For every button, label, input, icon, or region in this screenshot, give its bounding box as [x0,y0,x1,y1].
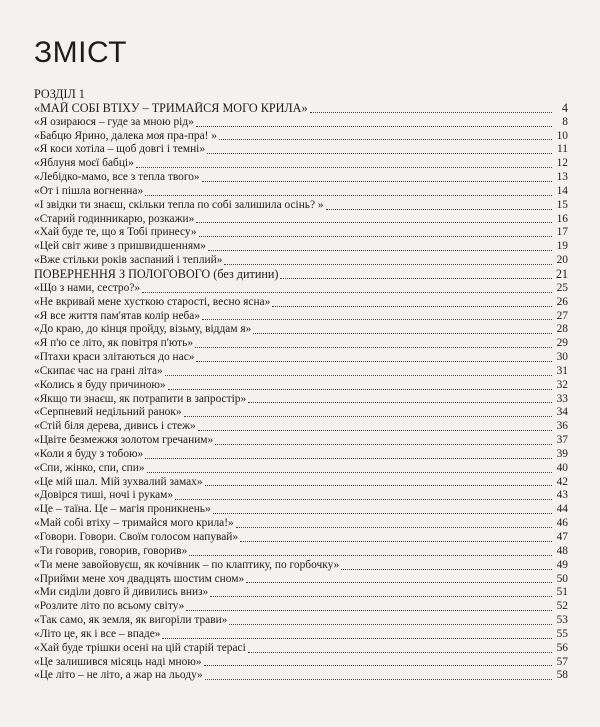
dot-leader [213,513,552,514]
toc-entry [34,226,568,240]
dot-leader [253,333,552,334]
toc-section-heading [34,88,568,102]
toc-entry [34,143,568,157]
toc-entry-page: 33 [556,392,568,405]
toc-entry-title: «Стій біля дерева, дивись і стеж» [34,420,196,433]
toc-entry-title: «Ти говорив, говорив, говорив» [34,544,188,557]
toc-entry-title: «Говори. Говори. Своїм голосом напувай» [34,531,239,543]
toc-entry-page: 52 [556,600,568,613]
dot-leader [205,679,552,680]
toc-entry [34,559,568,573]
toc-entry-title: «МАЙ СОБІ ВТІХУ – ТРИМАЙСЯ МОГО КРИЛА» [34,101,308,115]
toc-entry-title: «До краю, до кінця пройду, візьму, віддам я» [34,323,252,336]
dot-leader [326,209,552,210]
toc-entry [34,600,568,614]
toc-entry-title: «Коли я буду з тобою» [34,447,144,460]
toc-entry-page: 19 [556,240,568,253]
toc-entry-title: «Я п'ю се літо, як повітря п'ють» [34,337,194,350]
toc-entry-page: 56 [556,641,568,654]
toc-entry-title: «Май собі втіху – тримайся мого крила!» [34,517,234,530]
dot-leader [136,167,552,168]
toc-entry-title: «Цей світ живе з пришвидшенням» [34,240,206,253]
dot-leader [219,139,552,140]
toc-entry-title: «Довірся тиші, ночі і рукам» [34,489,174,502]
toc-entry-title: «І звідки ти знаєш, скільки тепла по собі залишила осінь? » [34,198,324,211]
dot-leader [196,361,552,362]
toc-entry-page: 12 [556,157,568,170]
toc-entry-page: 58 [556,669,568,682]
toc-entry-page: 49 [556,558,568,571]
toc-entry [34,157,568,171]
dot-leader [175,499,552,500]
toc-entry-title: РОЗДІЛ 1 [34,88,85,101]
toc-entry [34,130,568,144]
toc-section-heading [34,102,568,116]
toc-entry-page: 13 [556,171,568,184]
toc-entry-title: «Це – таїна. Це – магія проникнень» [34,503,211,516]
toc-entry-page: 39 [556,447,568,460]
toc-entry-page: 55 [556,627,568,640]
toc-entry-title: «Цвіте безмежжя золотом гречаним» [34,434,214,447]
toc-entry [34,448,568,462]
dot-leader [147,472,552,473]
toc-entry [34,310,568,324]
page-title: ЗМІСТ [34,36,127,69]
toc-entry-title: «Спи, жінко, спи, спи» [34,461,145,474]
toc-entry [34,503,568,517]
toc-entry [34,296,568,310]
toc-entry [34,379,568,393]
toc-entry [34,531,568,545]
toc-entry [34,489,568,503]
dot-leader [248,652,552,653]
toc-entry [34,282,568,296]
dot-leader [162,638,552,639]
toc-entry [34,586,568,600]
dot-leader [202,319,552,320]
toc-entry-page: 10 [556,129,568,142]
dot-leader [195,347,552,348]
toc-entry-title: «Так само, як земля, як вигоріли трави» [34,614,228,627]
toc-entry-page: 42 [556,475,568,488]
toc-entry-title: «Я коси хотіла – щоб довгі і темні» [34,143,206,156]
toc-entry-title: «Хай буде трішки осені на цій старій терасі [34,641,246,654]
toc-entry [34,351,568,365]
toc-entry-page: 8 [562,115,568,128]
toc-entry-page: 30 [556,351,568,364]
toc-entry [34,573,568,587]
toc-entry-page: 47 [556,531,568,543]
toc-entry-title: «Не вкривай мене хусткою старості, весно ясна» [34,295,271,308]
toc-entry-title: «Серпневий недільний ранок» [34,406,182,419]
toc-entry [34,614,568,628]
toc-entry-title: «Якщо ти знаєш, як потрапити в запростір» [34,392,247,405]
toc-entry [34,406,568,420]
dot-leader [189,555,552,556]
dot-leader [229,624,552,625]
toc-entry-title: «Скипає час на грані літа» [34,364,163,377]
dot-leader [210,596,552,597]
toc-entry-page: 11 [557,143,568,156]
toc-entry-page: 43 [556,489,568,502]
toc-entry-title: «Прийми мене хоч двадцять шостим сном» [34,572,245,585]
toc-entry-page: 25 [556,281,568,294]
toc-entry [34,213,568,227]
toc-entry-page: 36 [556,420,568,433]
dot-leader [310,112,552,113]
toc-entry-title: «Що з нами, сестро?» [34,281,141,294]
dot-leader [198,430,552,431]
toc-entry-page: 57 [556,655,568,668]
toc-entry [34,656,568,670]
dot-leader [184,416,552,417]
toc-entry [34,642,568,656]
toc-entry [34,323,568,337]
dot-leader [168,389,552,390]
toc-entry-page: 32 [556,378,568,391]
toc-entry [34,254,568,268]
dot-leader [207,153,552,154]
dot-leader [248,402,552,403]
toc-entry-page: 40 [556,461,568,474]
toc-entry-title: «Я озираюся – гуде за мною рід» [34,115,194,128]
toc-entry-title: «Ми сиділи довго й дивились вниз» [34,586,209,599]
toc-entry-title: ПОВЕРНЕННЯ З ПОЛОГОВОГО (без дитини) [34,267,279,281]
toc-entry-page: 16 [556,212,568,225]
dot-leader [224,264,552,265]
dot-leader [196,126,552,127]
toc-entry-page: 20 [556,254,568,267]
dot-leader [215,444,552,445]
dot-leader [280,278,552,279]
toc-entry-page: 17 [556,226,568,239]
toc-entry [34,199,568,213]
toc-entry-page: 51 [556,586,568,599]
dot-leader [236,527,552,528]
toc-entry-title: «Колись я буду причиною» [34,378,166,391]
dot-leader [341,569,552,570]
dot-leader [272,306,552,307]
dot-leader [204,665,552,666]
toc-entry [34,171,568,185]
toc-entry [34,185,568,199]
toc-entry-page: 26 [556,295,568,308]
toc-entry-page: 53 [556,614,568,627]
toc-entry-page: 15 [556,198,568,211]
toc-entry-page: 31 [556,364,568,377]
toc-entry [34,365,568,379]
toc-entry [34,240,568,254]
toc-entry [34,434,568,448]
toc-entry [34,517,568,531]
dot-leader [240,541,552,542]
toc-entry [34,420,568,434]
toc-entry [34,337,568,351]
toc-entry-title: «Птахи краси злітаються до нас» [34,351,195,364]
toc-entry-title: «От і пішла вогненна» [34,184,144,197]
dot-leader [142,292,552,293]
toc-entry-title: «Літо це, як і все – впаде» [34,627,161,640]
toc-entry-page: 50 [556,572,568,585]
toc-entry-title: «Я все життя пам'ятав колір неба» [34,309,201,322]
toc-entry-title: «Ти мене завойовуєш, як кочівник – по клаптику, по горбочку» [34,558,340,571]
toc-entry-page: 21 [555,266,568,281]
toc-entry-page: 28 [556,323,568,336]
toc-entry-title: «Це залишився місяць наді мною» [34,655,202,668]
toc-entry-page: 34 [556,406,568,419]
toc-entry [34,116,568,130]
dot-leader [246,582,552,583]
toc-entry-title: «Це мій шал. Мій зухвалий замах» [34,475,203,488]
toc-entry-title: «Це літо – не літо, а жар на льоду» [34,669,203,682]
toc-entry-page: 4 [561,100,568,115]
toc-entry [34,669,568,683]
toc-entry [34,545,568,559]
toc-entry-page: 29 [556,337,568,350]
toc-entry-page: 14 [556,184,568,197]
toc-entry-title: «Розлите літо по всьому світу» [34,600,185,613]
dot-leader [199,236,552,237]
toc-entry-page: 27 [556,309,568,322]
toc-entry-title: «Бабцю Ярино, далека моя пра-пра! » [34,129,217,142]
dot-leader [208,250,552,251]
dot-leader [145,458,552,459]
dot-leader [196,222,552,223]
toc-list [34,88,568,683]
toc-entry-page: 48 [556,544,568,557]
dot-leader [145,195,552,196]
toc-entry [34,462,568,476]
toc-entry-title: «Старий годинникарю, розкажи» [34,212,195,225]
toc-entry-title: «Вже стільки років заспаний і теплий» [34,254,223,267]
toc-entry-page: 37 [556,434,568,447]
toc-entry [34,628,568,642]
toc-entry-title: «Хай буде те, що я Тобі принесу» [34,226,197,239]
toc-entry-page: 46 [556,517,568,530]
dot-leader [165,375,552,376]
dot-leader [186,610,552,611]
toc-section-heading [34,268,568,282]
dot-leader [202,181,552,182]
dot-leader [205,485,552,486]
toc-entry-page: 44 [556,503,568,516]
toc-entry-title: «Яблуня моєї бабці» [34,157,134,170]
toc-entry [34,476,568,490]
toc-entry [34,393,568,407]
toc-entry-title: «Лебідко-мамо, все з тепла твого» [34,171,200,184]
